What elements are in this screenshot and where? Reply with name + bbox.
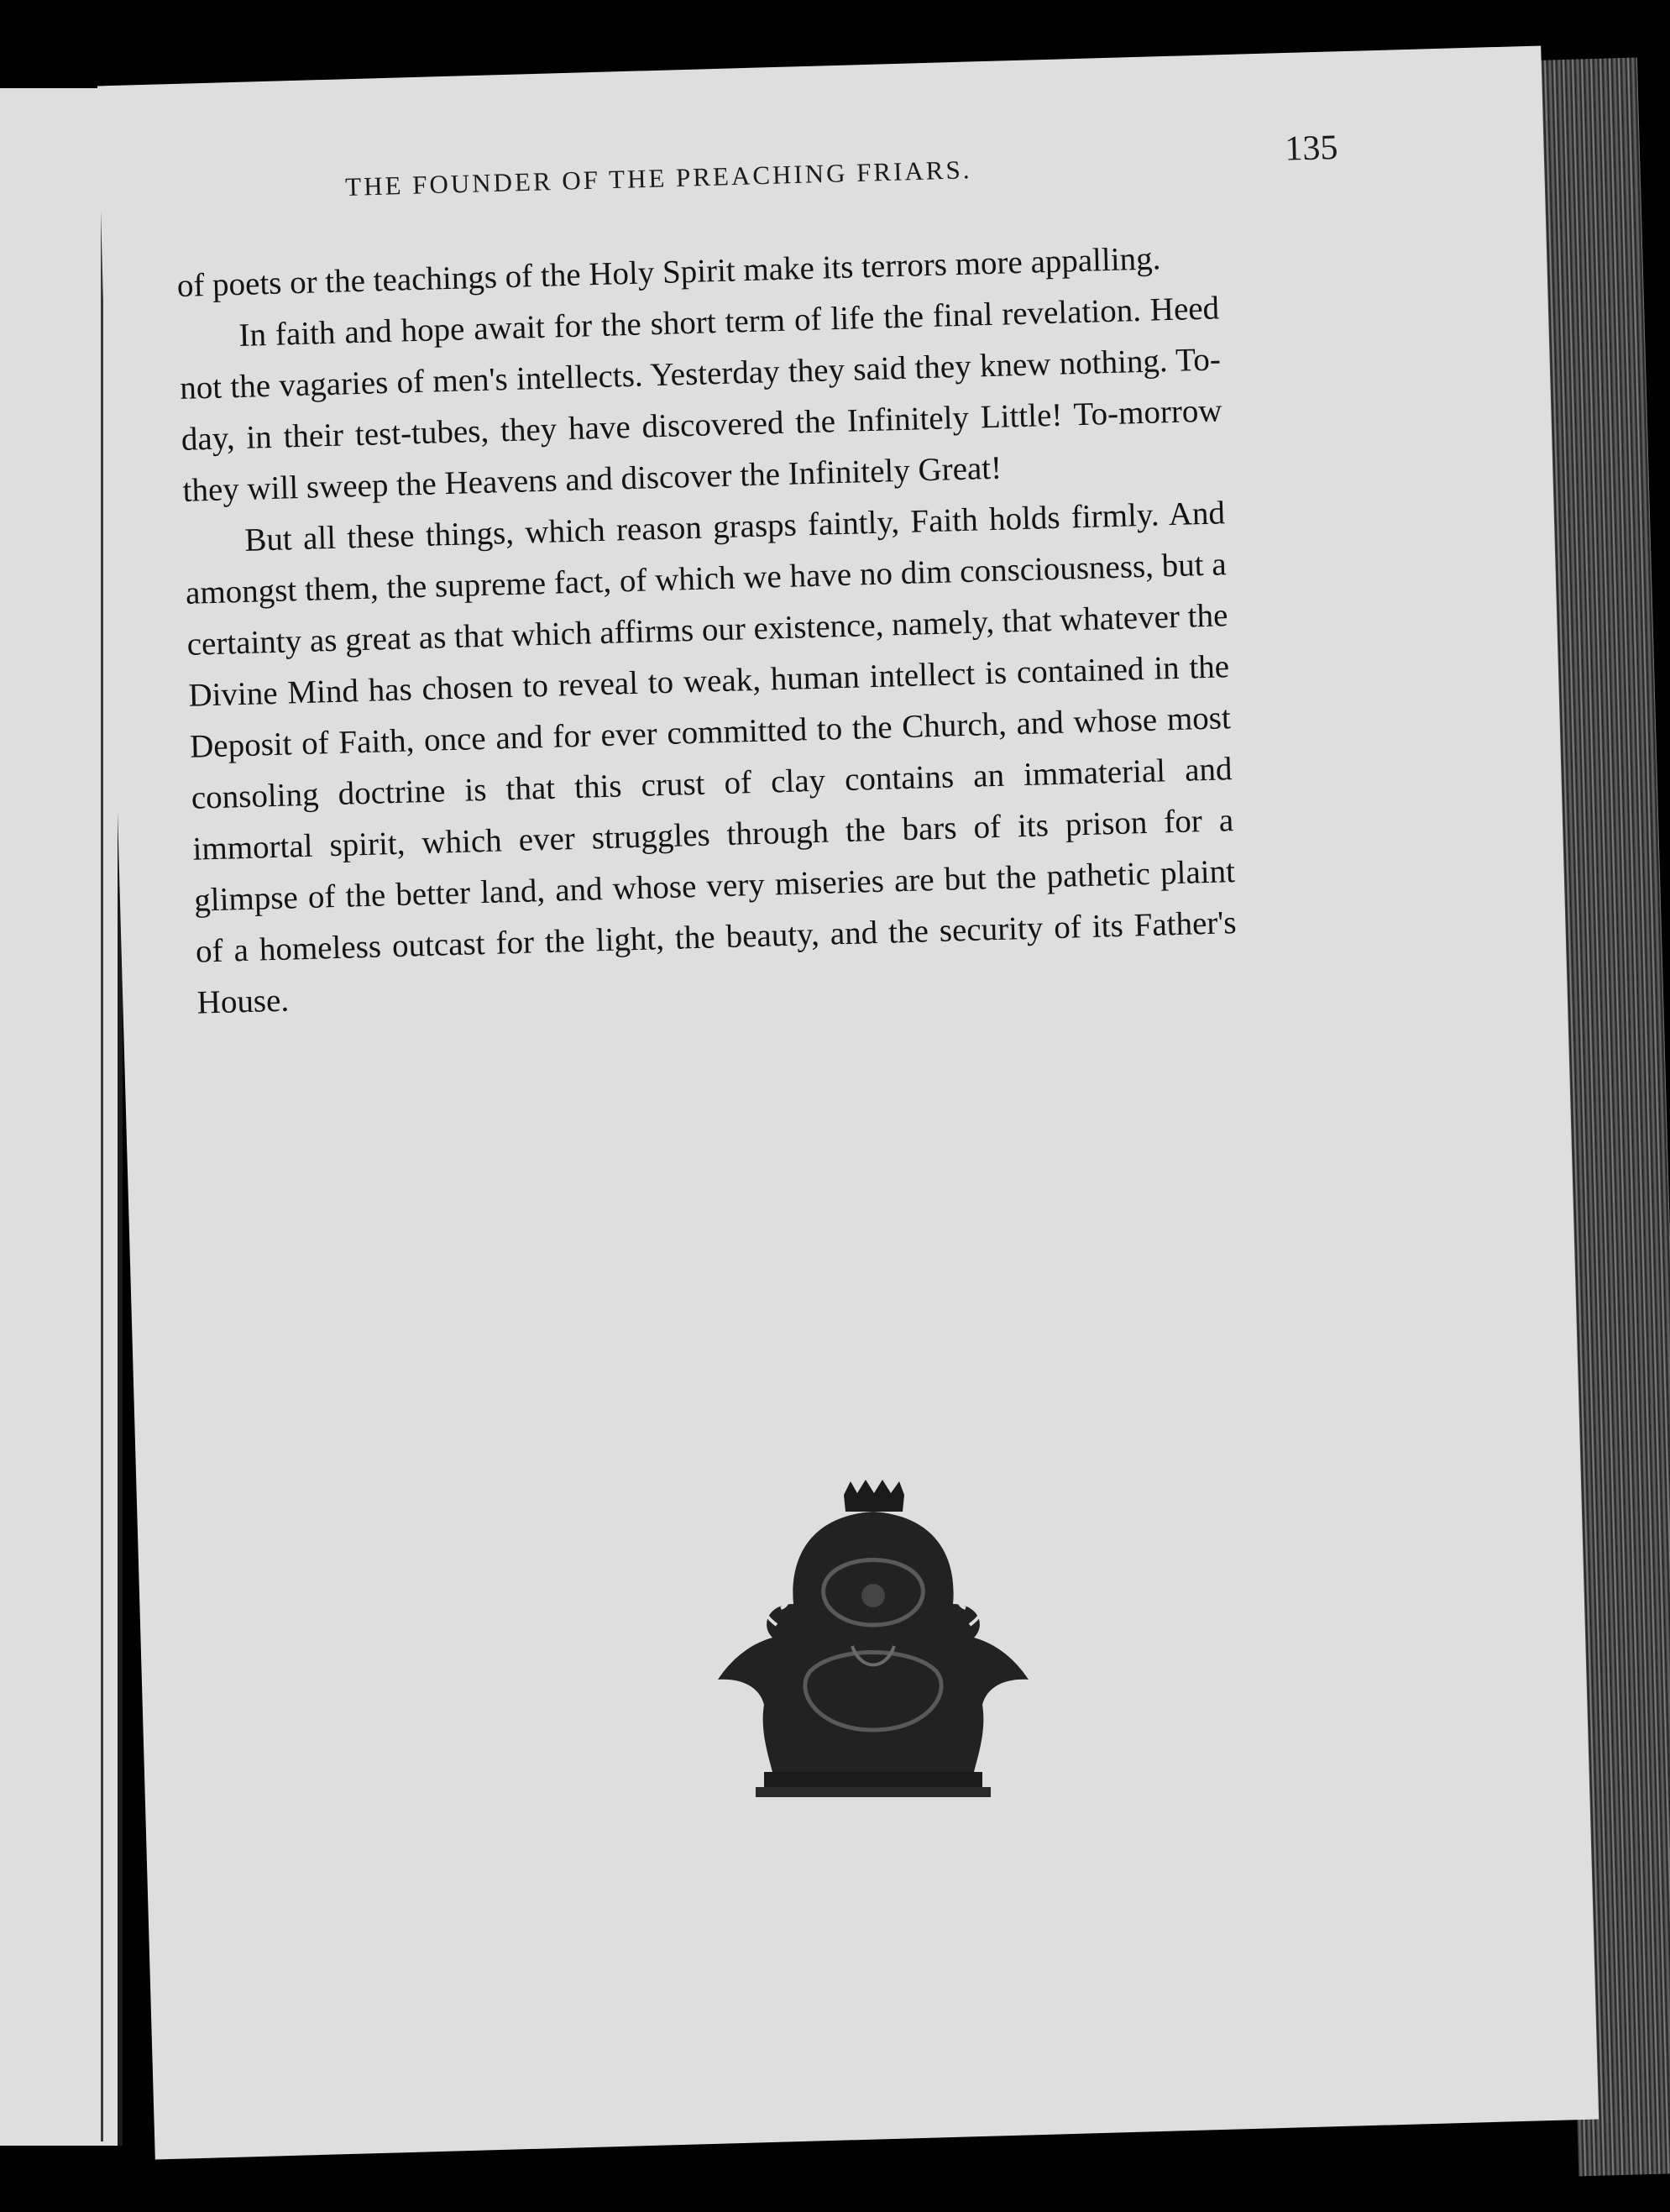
- running-head: THE FOUNDER OF THE PREACHING FRIARS.: [344, 155, 972, 202]
- paragraph-2: In faith and hope await for the short term of life the final revelation. Heed not the vagaries of men's intellects. Yesterday they said they knew nothing. To-day, in their test-tubes, they have discovered the Infinitely Little! To-morrow they will sweep the Heavens and discover the Infinitely Great!: [179, 290, 1223, 509]
- tailpiece-ornament-icon: [709, 1478, 1037, 1814]
- paragraph-3: But all these things, which reason grasps faintly, Faith holds firmly. And amongst them, the supreme fact, of which we have no dim consciousness, but a certainty as great as that which affirms our existence, namely, that whatever the Divine Mind has chosen to reveal to weak, human intellect is contained in the Deposit of Faith, once and for ever committed to the Church, and whose most consoling doctrine is that this crust of clay contains an immaterial and immortal spirit, which ever struggles through the bars of its prison for a glimpse of the better land, and whose very miseries are but the pathetic plaint of a homeless outcast for the light, the beauty, and the security of its Father's House.: [185, 495, 1238, 1021]
- paragraph-1: of poets or the teachings of the Holy Spirit make its terrors more appalling.: [176, 240, 1161, 304]
- page-number: 135: [1284, 128, 1339, 169]
- left-page-margin-line: [101, 92, 103, 2141]
- left-page-fragment: [0, 88, 123, 2146]
- body-text: [176, 231, 1238, 1028]
